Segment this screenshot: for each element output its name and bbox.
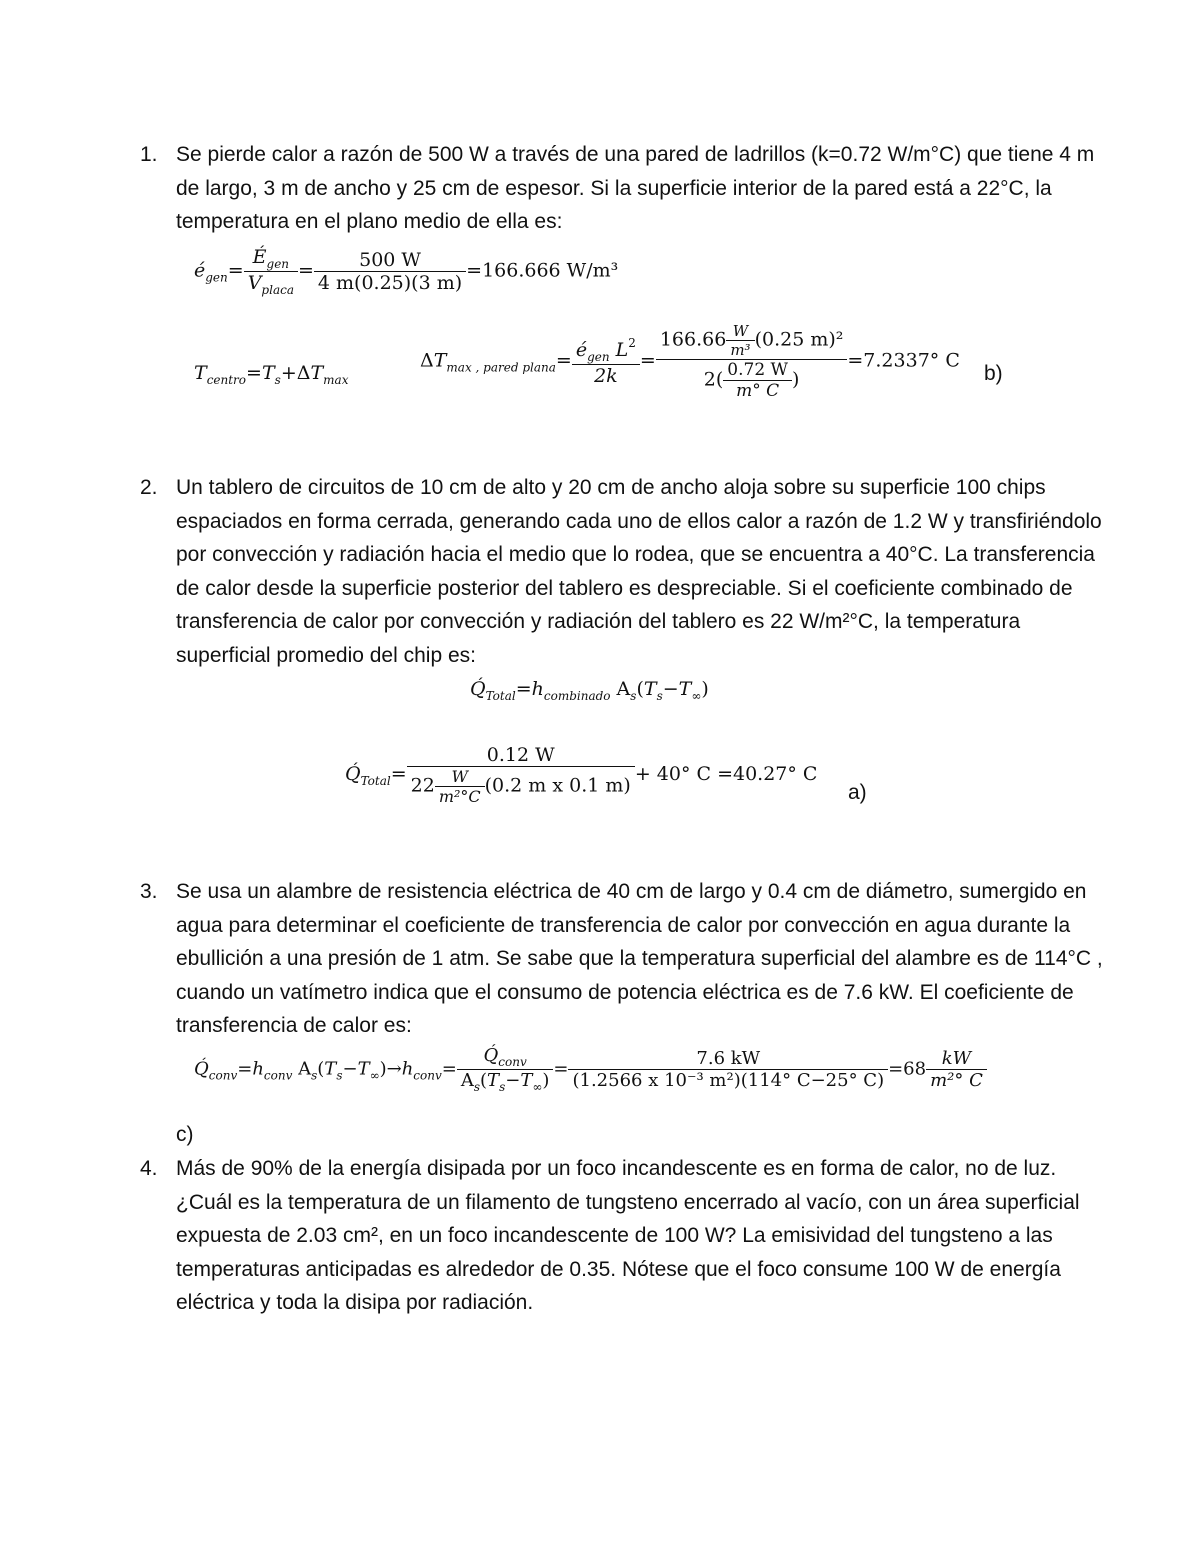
equation-surface-temp: $Q́_{Total}=$ 0.12 W 22 $\frac{W}{\text{m²°C}}$ (0.2 m x 0.1 m) + 40° C =40.27° C — [345, 744, 818, 806]
problem-number: 2. — [140, 476, 158, 499]
problem-number: 4. — [140, 1157, 158, 1180]
problem-text: Más de 90% de la energía disipada por un foco incandescente es en forma de calor, no de luz. ¿Cuál es la temperatura de un filamento de tungsteno encerrado al vacío, con un área superficial expuesta de 2.03 cm², en un foco incandescente de 100 W? La emisividad del tungsteno a las temperaturas anticipadas es alrededor de 0.35. Nótese que el foco consume 100 W de energía eléctrica y toda la disipa por radiación. — [176, 1157, 1080, 1314]
answer-label: c) — [176, 1123, 194, 1146]
problem-text: Se usa un alambre de resistencia eléctrica de 40 cm de largo y 0.4 cm de diámetro, sumergido en agua para determinar el coeficiente de transferencia de calor por convección en agua durante la ebullición a una presión de 1 atm. Se sabe que la temperatura superficial del alambre es de 114°C , cuando un vatímetro indica que el consumo de potencia eléctrica es de 7.6 kW. El coeficiente de transferencia de calor es: — [176, 880, 1103, 1037]
problem-text: Un tablero de circuitos de 10 cm de alto y 20 cm de ancho aloja sobre su superficie 100 chips espaciados en forma cerrada, generando cada uno de ellos calor a razón de 1.2 W y transfiriéndolo por convección y radiación hacia el medio que lo rodea, que se encuentra a 40°C. La transferencia de calor desde la superficie posterior del tablero es despreciable. Si el coeficiente combinado de transferencia de calor por convección y radiación del tablero es 22 W/m²°C, la temperatura superficial promedio del chip es: — [176, 476, 1102, 667]
answer-label: b) — [984, 362, 1003, 385]
problem-number: 3. — [140, 880, 158, 903]
equation-hconv: $Q́_{conv}=h_{conv}$ $A_s(T_s-T_\infty)\to h_{conv}=$ $\frac{Q́_{conv}}{A_s(T_s-T_\infty)}$ = $\frac{7.6 kW}{\text{(1.2566 x 10⁻³ m²)(114° C−25° C)}}$ =68 $\frac{kW}{\text{m²° C}}$ — [194, 1045, 987, 1094]
equation-delta-tmax: $\Delta T_{max , pared plana}=$ $\frac{é_{gen} L^2}{2k}$ = 166.66 $\frac{W}{\text{m³}}$ (0.25 m)² 2( $\frac{0.72 W}{m^\circ C}$ ) =7.2337° C — [420, 322, 960, 401]
problem-number: 1. — [140, 143, 158, 166]
problem-text: Se pierde calor a razón de 500 W a través de una pared de ladrillos (k=0.72 W/m°C) que tiene 4 m de largo, 3 m de ancho y 25 cm de espesor. Si la superficie interior de la pared está a 22°C, la temperatura en el plano medio de ella es: — [176, 143, 1095, 233]
equation-qtotal: $Q́_{Total}=h_{combinado}$ $A_s(T_s-T_\infty)$ — [470, 678, 709, 703]
equation-tcentro: $T_{centro}=T_s+\Delta T_{max}$ — [194, 362, 349, 387]
equation-egen: $é_{gen}=$ $\frac{É_{gen}}{V_{placa}}$ = $\frac{500 W}{4 m(0.25)(3 m)}$ =166.666 W/m³ — [194, 246, 619, 297]
answer-label: a) — [848, 781, 867, 804]
